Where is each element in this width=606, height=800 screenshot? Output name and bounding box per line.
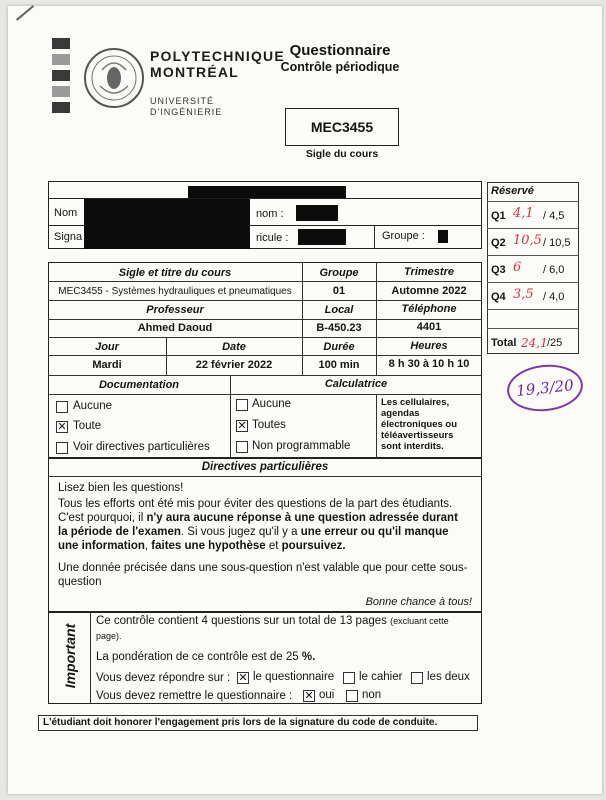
tagline-line1: UNIVERSITÉ [150, 96, 215, 106]
return-oui-label: oui [319, 689, 335, 701]
matricule-label: ricule : [256, 232, 289, 244]
groupe-value: 01 [332, 285, 346, 297]
important-label: Important [62, 623, 78, 689]
weight-text: La pondération de ce contrôle est de 25 [96, 651, 302, 663]
redaction-bar [188, 186, 346, 198]
note-line: électroniques ou [381, 419, 458, 430]
telephone-value: 4401 [416, 321, 442, 333]
nom-label: Nom [54, 207, 78, 219]
groupe-divider [374, 226, 375, 248]
header-professeur: Professeur [146, 304, 204, 316]
directive-line [58, 525, 476, 539]
header-telephone: Téléphone [401, 303, 457, 315]
calc-nonprog-label: Non programmable [252, 440, 351, 452]
directive-bold-text: n'y aura aucune réponse à une question adressée durant [146, 512, 458, 524]
directive-subquestion [58, 561, 476, 589]
return-non-checkbox[interactable] [346, 690, 358, 702]
prenom-label: nom : [256, 208, 284, 220]
note-line: téléavertisseurs [381, 430, 454, 441]
header-sigle-titre: Sigle et titre du cours [118, 267, 232, 279]
answer-questionnaire-checkbox[interactable]: ✕ [238, 672, 248, 684]
redaction-block [84, 199, 250, 249]
col-divider [376, 394, 377, 458]
header-date: Date [222, 341, 246, 353]
directive-line: Une donnée précisée dans une sous-question n'est valable que pour cette sous- [58, 562, 468, 574]
directives-title: Directives particulières [48, 458, 482, 477]
directive-paragraph [58, 497, 476, 553]
row-divider [48, 300, 482, 301]
answer-on-label: Vous devez répondre sur : [96, 672, 231, 684]
header-heures: Heures [410, 340, 448, 352]
score-row-q3 [487, 255, 579, 282]
redaction-prenom [296, 205, 338, 221]
question-label: Q1 [491, 210, 506, 222]
max-score: / 4,0 [543, 291, 565, 303]
redaction-matricule [298, 229, 346, 245]
question-label: Q2 [491, 237, 506, 249]
directive-bold-text: poursuivez. [281, 540, 346, 552]
calculatrice-note [381, 397, 457, 452]
directive-text: . Si vous jugez qu'il y a [180, 526, 301, 538]
weight-percent: %. [301, 651, 316, 663]
document-subtitle: Contrôle périodique [280, 60, 400, 74]
note-line: Les cellulaires, [381, 397, 450, 408]
max-score: / 10,5 [543, 237, 571, 249]
answer-both-label: les deux [427, 671, 470, 683]
calc-aucune-label: Aucune [252, 398, 292, 410]
doc-aucune-label: Aucune [73, 400, 113, 412]
date-value: 22 février 2022 [195, 359, 273, 371]
answer-both-checkbox[interactable] [411, 672, 423, 684]
pages-text: Ce contrôle contient 4 questions sur un total de 13 pages [96, 615, 387, 627]
header-local: Local [324, 304, 354, 316]
code-of-conduct-footer: L'étudiant doit honorer l'engagement pris lors de la signature du code de conduite. [38, 715, 478, 731]
total-max: /25 [547, 337, 563, 349]
signature-label: Signa [54, 231, 83, 243]
professeur-value: Ahmed Daoud [137, 322, 213, 334]
score-row-blank [487, 309, 579, 328]
logo-bars-icon [52, 38, 70, 126]
jour-value: Mardi [92, 359, 122, 371]
doc-toute-checkbox[interactable]: ✕ [57, 421, 67, 433]
trimestre-value: Automne 2022 [391, 285, 467, 297]
document-title: Questionnaire [289, 42, 391, 59]
important-pages-line [96, 615, 449, 627]
calc-aucune-checkbox[interactable] [236, 399, 248, 411]
directive-bold-text: faites une hypothèse [151, 540, 266, 552]
course-title-value: MEC3455 - Systèmes hydrauliques et pneumatiques [58, 286, 292, 297]
row-divider [48, 394, 482, 395]
calc-toutes-label: Toutes [252, 419, 286, 431]
handwritten-score: 4,1 [513, 206, 534, 221]
answer-questionnaire-label: le questionnaire [253, 671, 335, 683]
tagline-line2: D'INGÉNIERIE [150, 107, 223, 117]
doc-directives-label: Voir directives particulières [73, 441, 210, 453]
return-questionnaire-label: Vous devez remettre le questionnaire : [96, 690, 293, 702]
handwritten-score: 10,5 [513, 233, 542, 248]
documentation-header: Documentation [98, 379, 180, 391]
question-label: Q3 [491, 264, 506, 276]
return-oui-checkbox[interactable]: ✕ [304, 690, 314, 702]
row-divider [48, 281, 482, 282]
note-line: agendas [381, 408, 420, 419]
school-name-line1: POLYTECHNIQUE [150, 48, 285, 64]
header-trimestre: Trimestre [404, 266, 454, 278]
calc-nonprog-checkbox[interactable] [236, 441, 248, 453]
heures-value: 8 h 30 à 10 h 10 [388, 358, 470, 370]
groupe-label: Groupe : [382, 230, 425, 242]
total-label: Total [491, 337, 517, 349]
doc-directives-checkbox[interactable] [56, 442, 68, 454]
reserved-title: Réservé [491, 185, 534, 197]
calculatrice-header: Calculatrice [324, 378, 388, 390]
duree-value: 100 min [318, 359, 360, 371]
directive-text: et [265, 540, 282, 552]
course-code-box: MEC3455 [285, 108, 399, 146]
score-row-q1 [487, 201, 579, 228]
directive-bold-text: une erreur ou qu'il manque [300, 526, 449, 538]
header-groupe: Groupe [319, 267, 359, 279]
question-label: Q4 [491, 291, 506, 303]
pages-note: (excluant cette [390, 616, 449, 626]
header-duree: Durée [323, 341, 355, 353]
directive-bold-text: la période de l'examen [58, 526, 181, 538]
directive-text: C'est pourquoi, il [58, 512, 147, 524]
return-non-label: non [362, 689, 382, 701]
row-divider [48, 355, 482, 356]
answer-cahier-label: le cahier [359, 671, 403, 683]
local-value: B-450.23 [316, 322, 362, 334]
score-row-q2 [487, 228, 579, 255]
redaction-groupe [438, 230, 448, 243]
handwritten-total: 24,1 [521, 336, 548, 350]
max-score: / 4,5 [543, 210, 565, 222]
directive-line [58, 539, 476, 553]
row-divider [48, 337, 482, 338]
pages-note-cont: page). [96, 631, 122, 641]
important-divider [90, 612, 91, 704]
directive-bold-text: une information [58, 540, 145, 552]
directive-text: , [144, 540, 152, 552]
calc-toutes-checkbox[interactable]: ✕ [237, 420, 247, 432]
row-divider [48, 319, 482, 320]
directive-line: Tous les efforts ont été mis pour éviter des questions de la part des étudiants. [58, 498, 453, 510]
score-row-q4 [487, 282, 579, 309]
row-divider [48, 375, 482, 376]
university-seal-icon [82, 46, 146, 110]
directive-read-questions: Lisez bien les questions! [58, 482, 184, 494]
circled-final-grade: 19,3/20 [505, 361, 585, 415]
directive-line [58, 511, 476, 525]
school-tagline [150, 96, 222, 118]
important-weight-line [96, 651, 315, 663]
note-line: sont interdits. [381, 441, 444, 452]
doc-aucune-checkbox[interactable] [56, 401, 68, 413]
directive-line: question [58, 576, 102, 588]
handwritten-score: 6 [513, 260, 522, 275]
handwritten-score: 3,5 [513, 287, 534, 302]
course-code-caption: Sigle du cours [305, 148, 379, 160]
answer-cahier-checkbox[interactable] [343, 672, 355, 684]
directives-signoff: Bonne chance à tous! [365, 596, 472, 608]
max-score: / 6,0 [543, 264, 565, 276]
total-score-row [487, 328, 579, 354]
doc-toute-label: Toute [73, 420, 102, 432]
header-jour: Jour [95, 341, 119, 353]
school-name-line2: MONTRÉAL [150, 64, 239, 80]
